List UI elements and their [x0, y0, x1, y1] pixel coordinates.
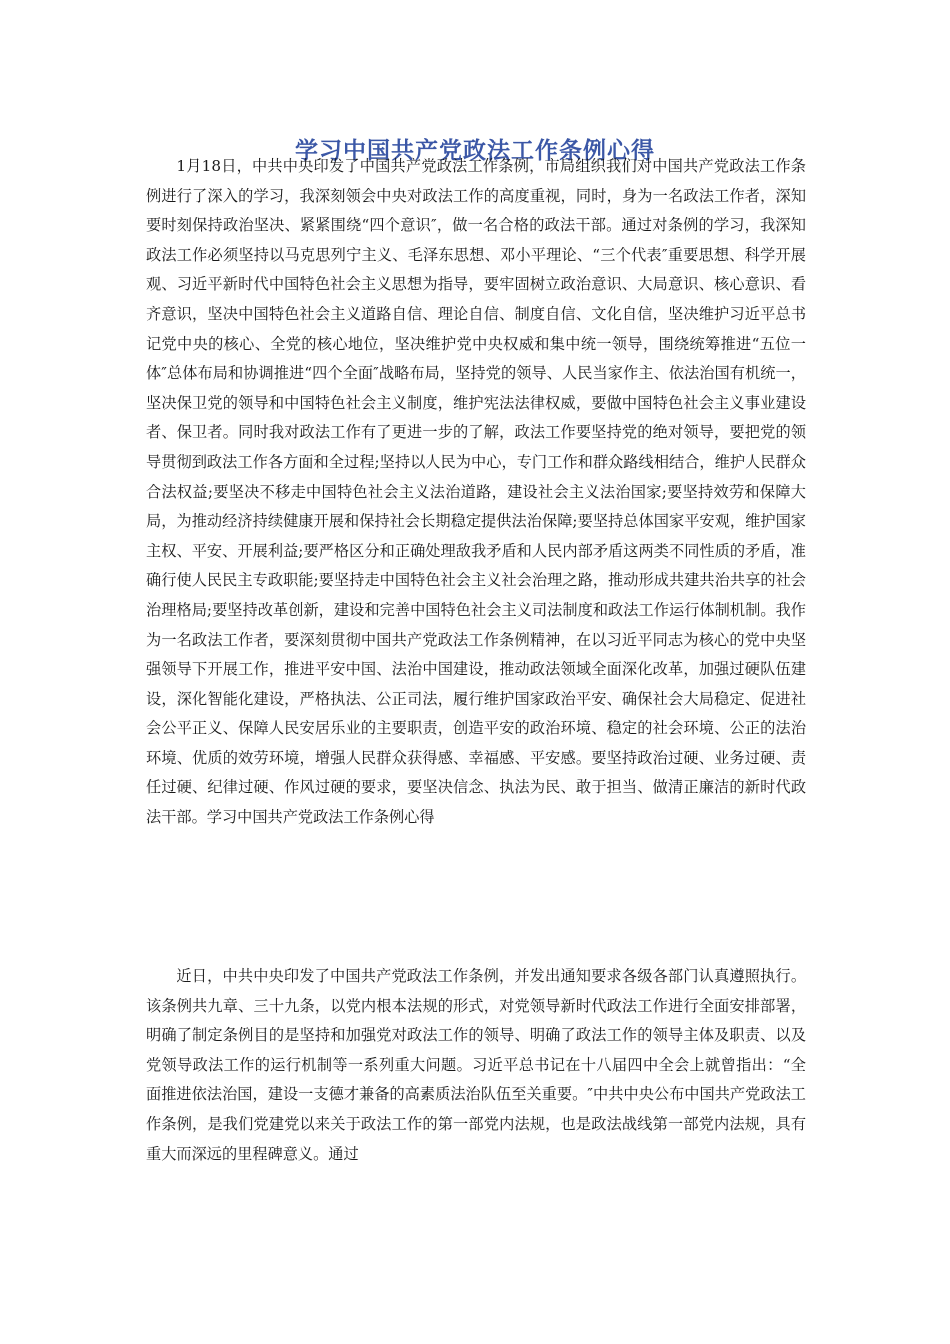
body-paragraph-1: 1月18日，中共中央印发了中国共产党政法工作条例，市局组织我们对中国共产党政法工作条例进行了深入的学习，我深刻领会中央对政法工作的高度重视，同时，身为一名政法工作者，深知要时刻保持政治坚决、紧紧围绕“四个意识″，做一名合格的政法干部。通过对条例的学习，我深知政法工作必须坚持以马克思列宁主义、毛泽东思想、邓小平理论、“三个代表″重要思想、科学开展观、习近平新时代中国特色社会主义思想为指导，要牢固树立政治意识、大局意识、核心意识、看齐意识，坚决中国特色社会主义道路自信、理论自信、制度自信、文化自信，坚决维护习近平总书记党中央的核心、全党的核心地位，坚决维护党中央权威和集中统一领导，围绕统筹推进“五位一体″总体布局和协调推进“四个全面″战略布局，坚持党的领导、人民当家作主、依法治国有机统一，坚决保卫党的领导和中国特色社会主义制度，维护宪法法律权威，要做中国特色社会主义事业建设者、保卫者。同时我对政法工作有了更进一步的了解，政法工作要坚持党的绝对领导，要把党的领导贯彻到政法工作各方面和全过程;坚持以人民为中心，专门工作和群众路线相结合，维护人民群众合法权益;要坚决不移走中国特色社会主义法治道路，建设社会主义法治国家;要坚持效劳和保障大局，为推动经济持续健康开展和保持社会长期稳定提供法治保障;要坚持总体国家平安观，维护国家主权、平安、开展利益;要严格区分和正确处理敌我矛盾和人民内部矛盾这两类不同性质的矛盾，准确行使人民民主专政职能;要坚持走中国特色社会主义社会治理之路，推动形成共建共治共享的社会治理格局;要坚持改革创新，建设和完善中国特色社会主义司法制度和政法工作运行体制机制。我作为一名政法工作者，要深刻贯彻中国共产党政法工作条例精神，在以习近平同志为核心的党中央坚强领导下开展工作，推进平安中国、法治中国建设，推动政法领域全面深化改革，加强过硬队伍建设，深化智能化建设，严格执法、公正司法，履行维护国家政治平安、确保社会大局稳定、促进社会公平正义、保障人民安居乐业的主要职责，创造平安的政治环境、稳定的社会环境、公正的法治环境、优质的效劳环境，增强人民群众获得感、幸福感、平安感。要坚持政治过硬、业务过硬、责任过硬、纪律过硬、作风过硬的要求，要坚决信念、执法为民、敢于担当、做清正廉洁的新时代政法干部。学习中国共产党政法工作条例心得 [146, 157, 806, 827]
document-title: 学习中国共产党政法工作条例心得 [295, 138, 655, 164]
body-paragraph-2: 近日，中共中央印发了中国共产党政法工作条例，并发出通知要求各级各部门认真遵照执行。该条例共九章、三十九条，以党内根本法规的形式，对党领导新时代政法工作进行全面安排部署，明确了制定条例目的是坚持和加强党对政法工作的领导、明确了政法工作的领导主体及职责、以及党领导政法工作的运行机制等一系列重大问题。习近平总书记在十八届四中全会上就曾指出：“全面推进依法治国，建设一支德才兼备的高素质法治队伍至关重要。″中共中央公布中国共产党政法工作条例，是我们党建党以来关于政法工作的第一部党内法规，也是政法战线第一部党内法规，具有重大而深远的里程碑意义。通过 [146, 967, 806, 1163]
